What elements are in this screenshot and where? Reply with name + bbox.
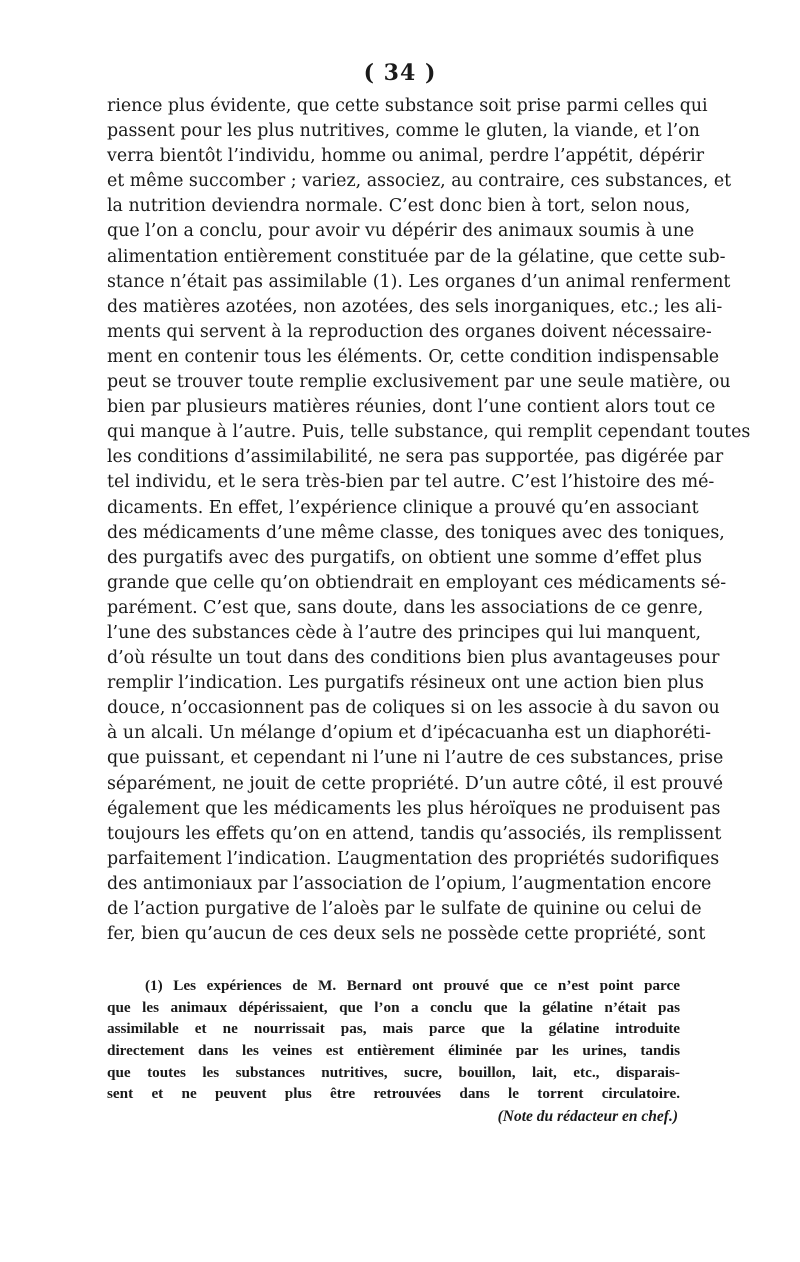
body-line: l’une des substances cède à l’autre des principes qui lui manquent, <box>107 622 702 643</box>
page-number: ( 34 ) <box>363 60 437 86</box>
body-line: les conditions d’assimilabilité, ne sera pas supportée, pas digérée par <box>107 447 724 468</box>
body-line: qui manque à l’autre. Puis, telle substance, qui remplit cependant toutes <box>107 422 751 443</box>
body-line: dicaments. En effet, l’expérience clinique a prouvé qu’en associant <box>107 497 699 518</box>
body-line: que puissant, et cependant ni l’une ni l’autre de ces substances, prise <box>107 748 724 769</box>
body-line: à un alcali. Un mélange d’opium et d’ipécacuanha est un diaphoréti- <box>107 723 712 744</box>
body-line: douce, n’occasionnent pas de coliques si on les associe à du savon ou <box>107 698 720 719</box>
body-line: des antimoniaux par l’association de l’opium, l’augmentation encore <box>107 873 712 894</box>
body-line: également que les médicaments les plus héroïques ne produisent pas <box>107 798 721 819</box>
body-line: parément. C’est que, sans doute, dans les associations de ce genre, <box>107 597 704 618</box>
body-line: des matières azotées, non azotées, des sels inorganiques, etc.; les ali- <box>107 296 723 317</box>
footnote-line: que toutes les substances nutritives, sucre, bouillon, lait, etc., disparais- <box>107 1063 680 1081</box>
body-line: et même succomber ; variez, associez, au contraire, ces substances, et <box>107 171 732 192</box>
body-line: alimentation entièrement constituée par de la gélatine, que cette sub- <box>107 246 726 267</box>
body-line: d’où résulte un tout dans des conditions bien plus avantageuses pour <box>107 648 720 669</box>
body-line: grande que celle qu’on obtiendrait en employant ces médicaments sé- <box>107 572 727 593</box>
body-line: des purgatifs avec des purgatifs, on obtient une somme d’effet plus <box>107 547 702 568</box>
body-line: séparément, ne jouit de cette propriété. D’un autre côté, il est prouvé <box>107 773 724 794</box>
footnote-line: assimilable et ne nourrissait pas, mais parce que la gélatine introduite <box>107 1020 680 1038</box>
body-line: tel individu, et le sera très-bien par tel autre. C’est l’histoire des mé- <box>107 472 715 493</box>
body-line: que l’on a conclu, pour avoir vu dépérir des animaux soumis à une <box>107 221 695 242</box>
body-line: peut se trouver toute remplie exclusivement par une seule matière, ou <box>107 372 731 393</box>
footnote-line: (1) Les expériences de M. Bernard ont prouvé que ce n’est point parce <box>145 977 680 994</box>
footnote <box>107 975 680 1129</box>
body-line: ment en contenir tous les éléments. Or, cette condition indispensable <box>107 346 720 367</box>
body-line: toujours les effets qu’on en attend, tandis qu’associés, ils remplissent <box>107 823 722 844</box>
body-line: remplir l’indication. Les purgatifs résineux ont une action bien plus <box>107 673 704 694</box>
body-line: verra bientôt l’individu, homme ou animal, perdre l’appétit, dépérir <box>107 146 705 167</box>
footnote-line: sent et ne peuvent plus être retrouvées dans le torrent circulatoire. <box>107 1085 680 1103</box>
footnote-line: directement dans les veines est entièrement éliminée par les urines, tandis <box>107 1042 680 1060</box>
footnote-lines <box>107 975 680 1105</box>
body-line: de l’action purgative de l’aloès par le sulfate de quinine ou celui de <box>107 899 702 919</box>
body-line: rience plus évidente, que cette substance soit prise parmi celles qui <box>107 96 708 116</box>
body-line: ments qui servent à la reproduction des organes doivent nécessaire- <box>107 321 712 342</box>
body-line: stance n’était pas assimilable (1). Les organes d’un animal renferment <box>107 271 731 292</box>
body-line: la nutrition deviendra normale. C’est donc bien à tort, selon nous, <box>107 196 691 217</box>
body-line: passent pour les plus nutritives, comme le gluten, la viande, et l’on <box>107 121 700 142</box>
body-line: parfaitement l’indication. L’augmentation des propriétés sudorifiques <box>107 848 720 869</box>
body-line: fer, bien qu’aucun de ces deux sels ne possède cette propriété, sont <box>107 924 706 945</box>
footnote-signature: (Note du rédacteur en chef.) <box>497 1108 678 1126</box>
body-line: bien par plusieurs matières réunies, dont l’une contient alors tout ce <box>107 397 716 418</box>
footnote-line: que les animaux dépérissaient, que l’on a conclu que la gélatine n’était pas <box>107 998 680 1016</box>
body-text <box>107 94 751 947</box>
body-line: des médicaments d’une même classe, des toniques avec des toniques, <box>107 522 725 543</box>
